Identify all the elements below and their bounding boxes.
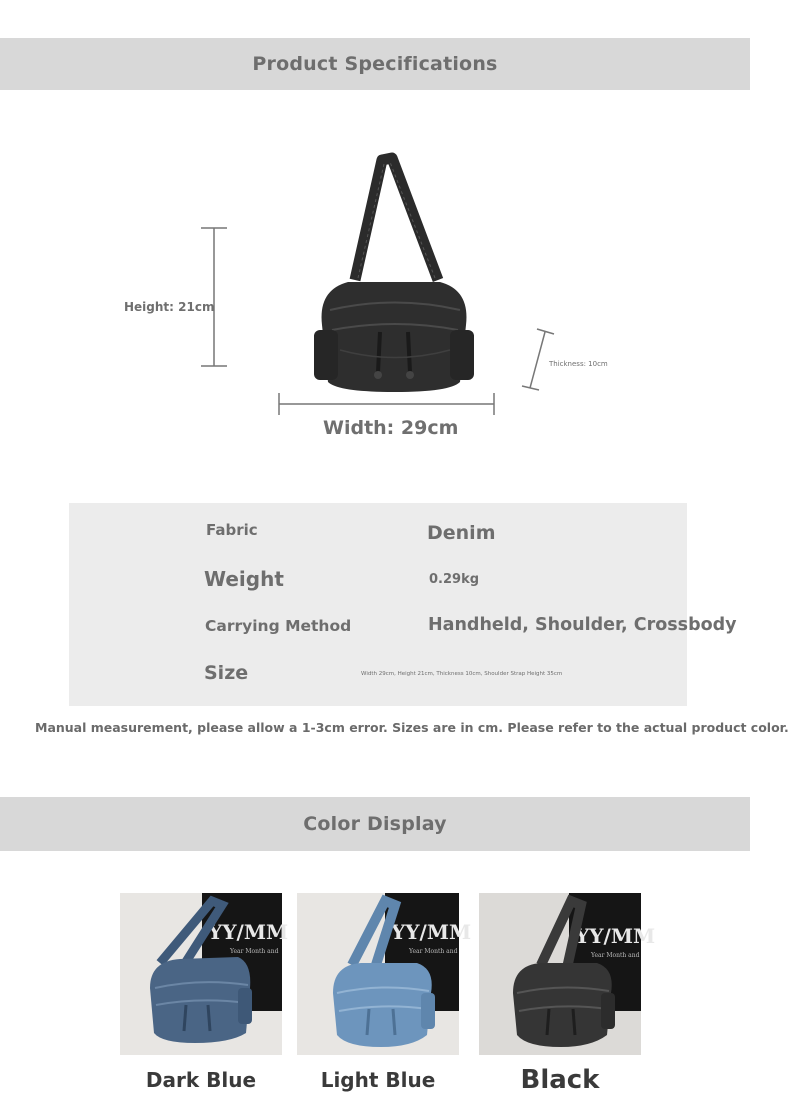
color-swatch-black[interactable] [479, 893, 656, 1055]
board-subtext: Year Month and [230, 948, 279, 955]
spec-table [69, 503, 737, 706]
section-title: Product Specifications [252, 53, 498, 75]
board-subtext: Year Month and [409, 948, 458, 955]
spec-label-weight: Weight [204, 567, 284, 591]
board-text: YY/MM [391, 920, 472, 944]
spec-label-size: Size [204, 662, 249, 684]
spec-value-carrying: Handheld, Shoulder, Crossbody [428, 615, 737, 635]
board-subtext: Year Month and [591, 952, 640, 959]
color-display-header [0, 797, 750, 851]
spec-label-fabric: Fabric [206, 521, 258, 539]
spec-value-fabric: Denim [427, 522, 496, 544]
spec-value-size: Width 29cm, Height 21cm, Thickness 10cm, Shoulder Strap Height 35cm [361, 671, 563, 677]
spec-label-carrying: Carrying Method [205, 617, 352, 635]
thickness-label: Thickness: 10cm [549, 360, 608, 368]
product-specifications-header [0, 38, 750, 90]
spec-value-weight: 0.29kg [429, 572, 480, 587]
color-swatch-dark-blue[interactable] [120, 893, 289, 1055]
measurement-note: Manual measurement, please allow a 1-3cm error. Sizes are in cm. Please refer to the actual product color. [35, 720, 789, 735]
color-swatch-light-blue[interactable] [297, 893, 472, 1055]
board-text: YY/MM [208, 920, 289, 944]
section-title: Color Display [303, 813, 447, 835]
board-text: YY/MM [575, 924, 656, 948]
color-label-black: Black [520, 1065, 600, 1095]
color-label-dark-blue: Dark Blue [145, 1068, 257, 1092]
width-label: Width: 29cm [323, 417, 459, 439]
color-label-light-blue: Light Blue [320, 1068, 436, 1092]
height-label: Height: 21cm [124, 300, 215, 314]
bag-image [300, 150, 480, 400]
